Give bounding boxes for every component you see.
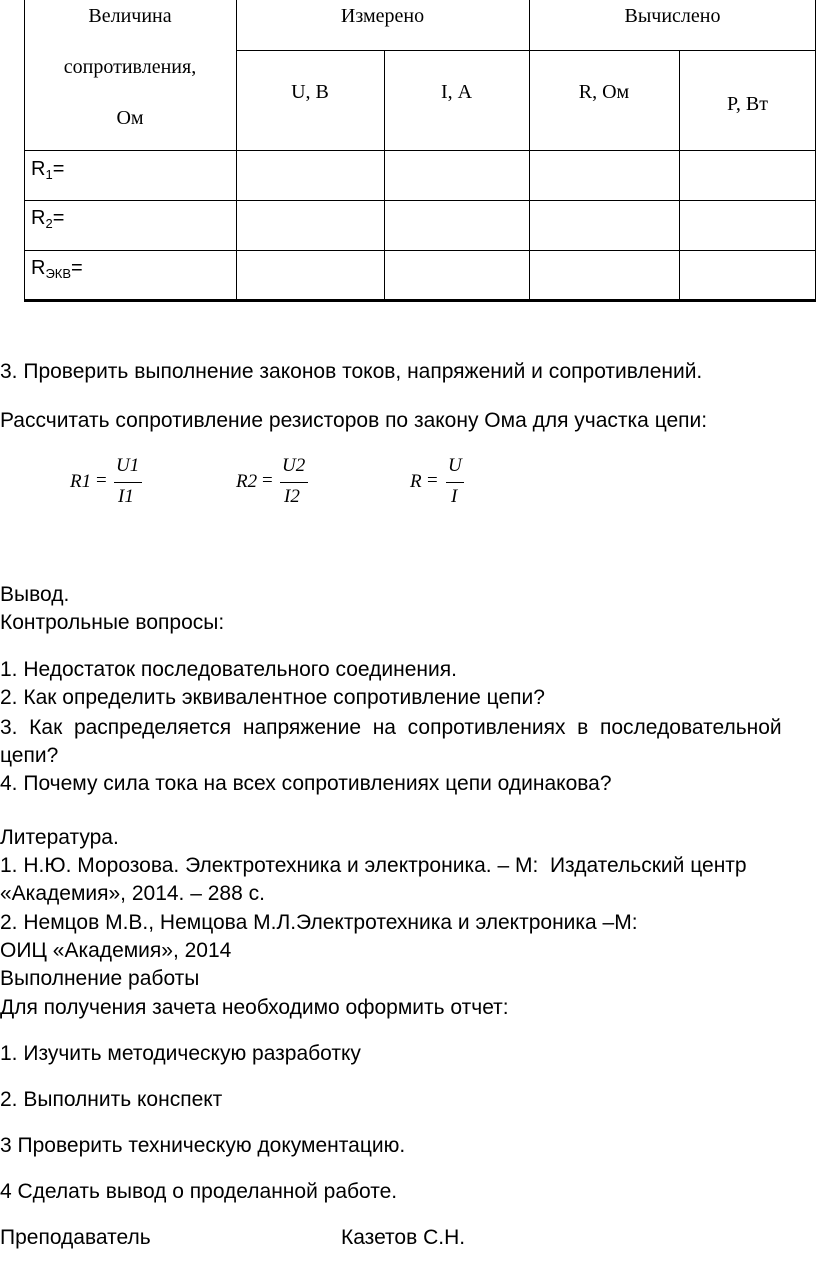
- table-hline-subheader: [236, 50, 816, 51]
- table-hline-row1: [24, 150, 816, 151]
- formula-r1-num: U1: [116, 455, 140, 476]
- formula-r1-den: I1: [118, 486, 134, 507]
- measurement-table: [24, 0, 816, 302]
- question-4: 4. Почему сила тока на всех сопротивлениях цепи одинакова?: [0, 772, 612, 795]
- table-vline-1: [236, 0, 237, 302]
- header-measured: Измерено: [340, 5, 425, 27]
- step-3: 3 Проверить техническую документацию.: [0, 1134, 406, 1157]
- formula-r1-eq: =: [96, 470, 107, 491]
- formula-r2-eq: =: [262, 470, 273, 491]
- formula-r1-lhs: R1: [70, 471, 92, 492]
- row-label-req-suffix: =: [71, 257, 83, 279]
- header-quantity-line2: сопротивления,: [63, 56, 197, 78]
- row-label-r2-main: R: [31, 207, 46, 229]
- row-label-r2-sub: 2: [45, 216, 53, 231]
- table-border-left: [24, 0, 25, 302]
- header-col-i: I, А: [440, 81, 473, 103]
- header-col-u: U, В: [291, 81, 329, 103]
- row-label-r2: [31, 206, 64, 230]
- literature-2-line1: 2. Немцов М.В., Немцова М.Л.Электротехника и электроника –М:: [0, 911, 638, 934]
- row-label-req-sub: ЭКВ: [45, 266, 72, 281]
- header-calculated: Вычислено: [624, 5, 721, 27]
- question-1: 1. Недостаток последовательного соединения.: [0, 658, 457, 681]
- header-col-r: R, Ом: [578, 81, 630, 103]
- table-border-bottom: [24, 299, 816, 302]
- formula-r-den: I: [451, 486, 458, 507]
- teacher-label: Преподаватель: [0, 1226, 151, 1249]
- calc-intro: Рассчитать сопротивление резисторов по закону Ома для участка цепи:: [0, 409, 708, 432]
- header-quantity-line3: Ом: [116, 107, 144, 129]
- formula-r2-num: U2: [282, 455, 306, 476]
- question-3-line2: цепи?: [0, 744, 59, 767]
- row-label-r1-main: R: [31, 158, 46, 180]
- table-hline-row2: [24, 200, 816, 201]
- formula-r1-bar: [114, 482, 142, 483]
- formula-r-lhs: R: [410, 471, 422, 492]
- row-label-req: [31, 256, 83, 280]
- row-label-r1-sub: 1: [45, 167, 53, 182]
- formula-r2-lhs: R2: [236, 471, 258, 492]
- formula-r2: [236, 455, 336, 515]
- row-label-req-main: R: [31, 257, 46, 279]
- formula-r-eq: =: [427, 470, 438, 491]
- row-label-r1: [31, 157, 64, 181]
- conclusion-heading: Вывод.: [0, 583, 70, 606]
- literature-1-line1: 1. Н.Ю. Морозова. Электротехника и электроника. – М: Издательский центр: [0, 854, 747, 877]
- header-quantity-line1: Величина: [88, 5, 172, 27]
- formula-r2-bar: [280, 482, 308, 483]
- item-3-check-laws: 3. Проверить выполнение законов токов, напряжений и сопротивлений.: [0, 360, 703, 383]
- header-col-p: P, Вт: [727, 93, 768, 115]
- question-2: 2. Как определить эквивалентное сопротивление цепи?: [0, 686, 545, 709]
- row-label-r2-suffix: =: [52, 207, 65, 229]
- literature-2-line2: ОИЦ «Академия», 2014: [0, 939, 232, 962]
- report-intro: Для получения зачета необходимо оформить отчет:: [0, 996, 509, 1019]
- formula-r2-den: I2: [284, 486, 300, 507]
- table-vline-4: [679, 50, 680, 302]
- table-hline-row3: [24, 250, 816, 251]
- formula-r1: [70, 455, 170, 515]
- questions-heading: Контрольные вопросы:: [0, 611, 225, 634]
- formula-r-num: U: [448, 455, 462, 476]
- table-vline-3: [529, 0, 530, 302]
- formula-r-bar: [446, 482, 464, 483]
- step-1: 1. Изучить методическую разработку: [0, 1042, 361, 1065]
- literature-1-line2: «Академия», 2014. – 288 с.: [0, 882, 265, 905]
- step-2: 2. Выполнить конспект: [0, 1088, 223, 1111]
- formula-r: [410, 455, 490, 515]
- question-3-line1: 3. Как распределяется напряжение на сопротивлениях в последовательной: [0, 716, 782, 739]
- work-heading: Выполнение работы: [0, 967, 200, 990]
- teacher-name: Казетов С.Н.: [341, 1226, 466, 1249]
- literature-heading: Литература.: [0, 826, 119, 849]
- row-label-r1-suffix: =: [52, 158, 65, 180]
- step-4: 4 Сделать вывод о проделанной работе.: [0, 1180, 398, 1203]
